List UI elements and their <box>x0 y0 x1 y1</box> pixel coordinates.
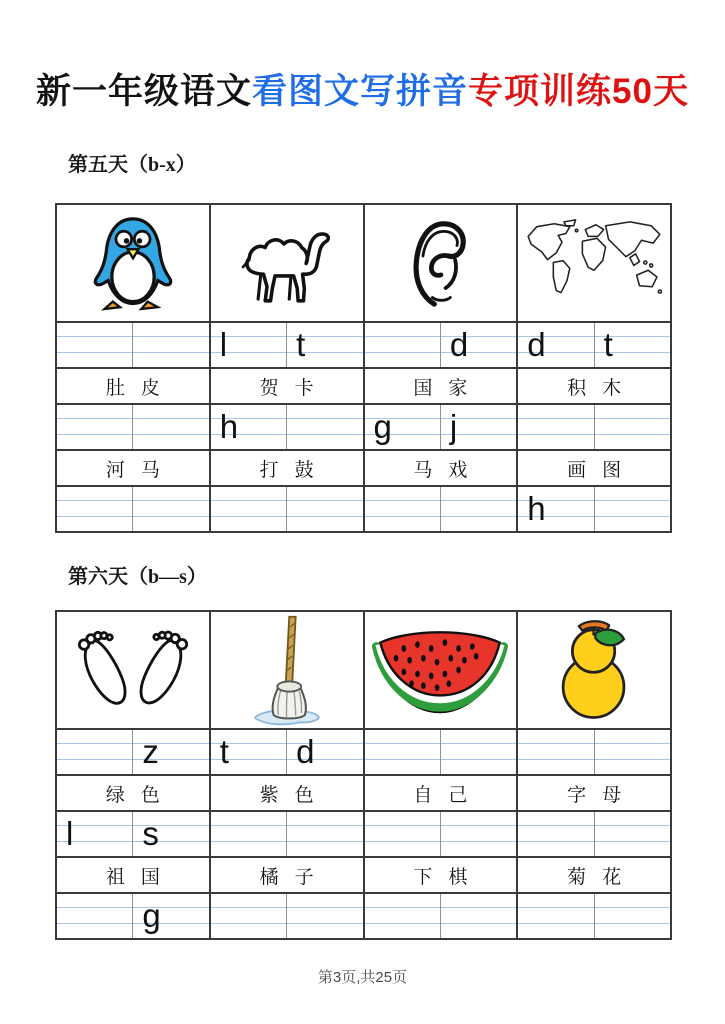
word-label: 菊花 <box>567 866 638 888</box>
page-title <box>0 64 725 114</box>
ear-icon-cell <box>363 205 517 321</box>
word-label: 绿色 <box>105 784 176 806</box>
page-number: 第3页,共25页 <box>317 969 408 986</box>
pinyin-letter-cell <box>594 323 670 367</box>
pinyin-empty-cell <box>286 812 362 856</box>
gourd-icon <box>550 617 638 723</box>
gourd-icon-cell <box>516 612 670 728</box>
pinyin-empty-cell <box>286 894 362 938</box>
word-label: 打鼓 <box>259 459 330 481</box>
word-cell <box>516 451 670 485</box>
word-label: 国家 <box>413 377 484 399</box>
watermelon-icon-cell <box>363 612 517 728</box>
pinyin-empty-cell <box>594 894 670 938</box>
pinyin-empty-cell <box>209 812 286 856</box>
world-map-icon-cell <box>516 205 670 321</box>
pinyin-letter: t <box>296 325 306 363</box>
pinyin-letter: d <box>527 325 546 363</box>
pinyin-empty-cell <box>440 812 516 856</box>
title-part-red: 专项训练50天 <box>468 72 689 111</box>
pinyin-empty-cell <box>286 405 362 449</box>
pinyin-empty-cell <box>57 730 132 774</box>
pinyin-letter-cell <box>132 894 208 938</box>
word-cell <box>209 369 363 403</box>
pinyin-writing-row <box>57 485 670 531</box>
pinyin-empty-cell <box>363 487 440 531</box>
pinyin-writing-row <box>57 892 670 938</box>
watermelon-icon <box>366 625 514 715</box>
pinyin-empty-cell <box>57 323 132 367</box>
word-label: 下棋 <box>413 866 484 888</box>
pinyin-letter-cell <box>132 812 208 856</box>
section-heading-day5: 第五天（b-x） <box>68 154 196 176</box>
word-label: 紫色 <box>259 784 330 806</box>
pinyin-letter: g <box>373 407 392 445</box>
word-label: 贺卡 <box>259 377 330 399</box>
pinyin-empty-cell <box>57 405 132 449</box>
word-label: 祖国 <box>105 866 176 888</box>
pinyin-empty-cell <box>594 487 670 531</box>
word-cell <box>363 858 517 892</box>
pinyin-letter: j <box>449 407 458 445</box>
worksheet-table-day6 <box>55 610 672 940</box>
pinyin-empty-cell <box>516 730 593 774</box>
pinyin-letter-cell <box>209 730 286 774</box>
word-cell <box>516 858 670 892</box>
pinyin-empty-cell <box>594 812 670 856</box>
pinyin-writing-row <box>57 403 670 449</box>
pinyin-empty-cell <box>132 405 208 449</box>
word-cell <box>363 369 517 403</box>
pinyin-letter: z <box>142 732 159 770</box>
feet-icon-cell <box>57 612 209 728</box>
image-row <box>57 612 670 728</box>
pinyin-empty-cell <box>286 487 362 531</box>
word-cell <box>516 776 670 810</box>
pinyin-letter-cell <box>57 812 132 856</box>
pinyin-writing-row <box>57 728 670 774</box>
pinyin-empty-cell <box>209 894 286 938</box>
pinyin-empty-cell <box>440 487 516 531</box>
ear-icon <box>406 216 474 311</box>
pinyin-letter-cell <box>132 730 208 774</box>
penguin-icon <box>87 214 179 312</box>
pinyin-writing-row <box>57 321 670 367</box>
word-cell <box>516 369 670 403</box>
pinyin-empty-cell <box>209 487 286 531</box>
pinyin-letter: h <box>219 407 239 445</box>
pinyin-letter-cell <box>516 487 593 531</box>
pinyin-empty-cell <box>516 812 593 856</box>
pinyin-letter-cell <box>440 405 516 449</box>
pinyin-letter-cell <box>209 405 286 449</box>
pinyin-letter: t <box>219 732 229 770</box>
word-label: 字母 <box>567 784 638 806</box>
word-label: 河马 <box>105 459 176 481</box>
pinyin-letter: t <box>603 325 613 363</box>
mop-icon-cell <box>209 612 363 728</box>
feet-icon <box>74 625 192 715</box>
pinyin-letter: d <box>449 325 469 363</box>
word-cell <box>209 776 363 810</box>
pinyin-letter-cell <box>286 730 362 774</box>
word-cell <box>57 776 209 810</box>
pinyin-letter: l <box>219 325 228 363</box>
pinyin-empty-cell <box>363 894 440 938</box>
pinyin-letter-cell <box>516 323 593 367</box>
pinyin-letter-cell <box>286 323 362 367</box>
pinyin-empty-cell <box>516 894 593 938</box>
pinyin-letter: s <box>142 814 159 852</box>
word-cell <box>57 369 209 403</box>
word-cell <box>363 451 517 485</box>
pinyin-empty-cell <box>57 487 132 531</box>
word-label: 画图 <box>567 459 638 481</box>
pinyin-empty-cell <box>594 730 670 774</box>
word-label: 积木 <box>567 377 638 399</box>
pinyin-empty-cell <box>363 730 440 774</box>
pinyin-empty-cell <box>132 487 208 531</box>
pinyin-empty-cell <box>516 405 593 449</box>
mop-icon <box>239 614 334 726</box>
title-part-blue: 看图文写拼音 <box>252 72 469 111</box>
camel-icon-cell <box>209 205 363 321</box>
section-heading-day6: 第六天（b—s） <box>68 566 207 588</box>
word-row <box>57 774 670 810</box>
camel-icon <box>227 219 347 308</box>
word-cell <box>209 858 363 892</box>
pinyin-letter-cell <box>440 323 516 367</box>
word-cell <box>209 451 363 485</box>
word-label: 马戏 <box>413 459 484 481</box>
word-cell <box>363 776 517 810</box>
word-row <box>57 449 670 485</box>
pinyin-writing-row <box>57 810 670 856</box>
pinyin-empty-cell <box>594 405 670 449</box>
pinyin-empty-cell <box>57 894 132 938</box>
world-map-icon <box>519 217 669 309</box>
pinyin-empty-cell <box>132 323 208 367</box>
pinyin-letter: g <box>142 896 161 934</box>
title-part-black: 新一年级语文 <box>36 72 253 111</box>
pinyin-letter: d <box>296 732 315 770</box>
word-row <box>57 367 670 403</box>
word-label: 橘子 <box>259 866 330 888</box>
pinyin-empty-cell <box>363 812 440 856</box>
pinyin-empty-cell <box>440 894 516 938</box>
pinyin-empty-cell <box>363 323 440 367</box>
pinyin-letter-cell <box>209 323 286 367</box>
worksheet-table-day5 <box>55 203 672 533</box>
word-label: 自己 <box>413 784 484 806</box>
word-row <box>57 856 670 892</box>
pinyin-letter: l <box>66 814 74 852</box>
pinyin-empty-cell <box>440 730 516 774</box>
image-row <box>57 205 670 321</box>
word-cell <box>57 451 209 485</box>
pinyin-letter: h <box>527 489 546 527</box>
word-label: 肚皮 <box>105 377 176 399</box>
word-cell <box>57 858 209 892</box>
pinyin-letter-cell <box>363 405 440 449</box>
penguin-icon-cell <box>57 205 209 321</box>
